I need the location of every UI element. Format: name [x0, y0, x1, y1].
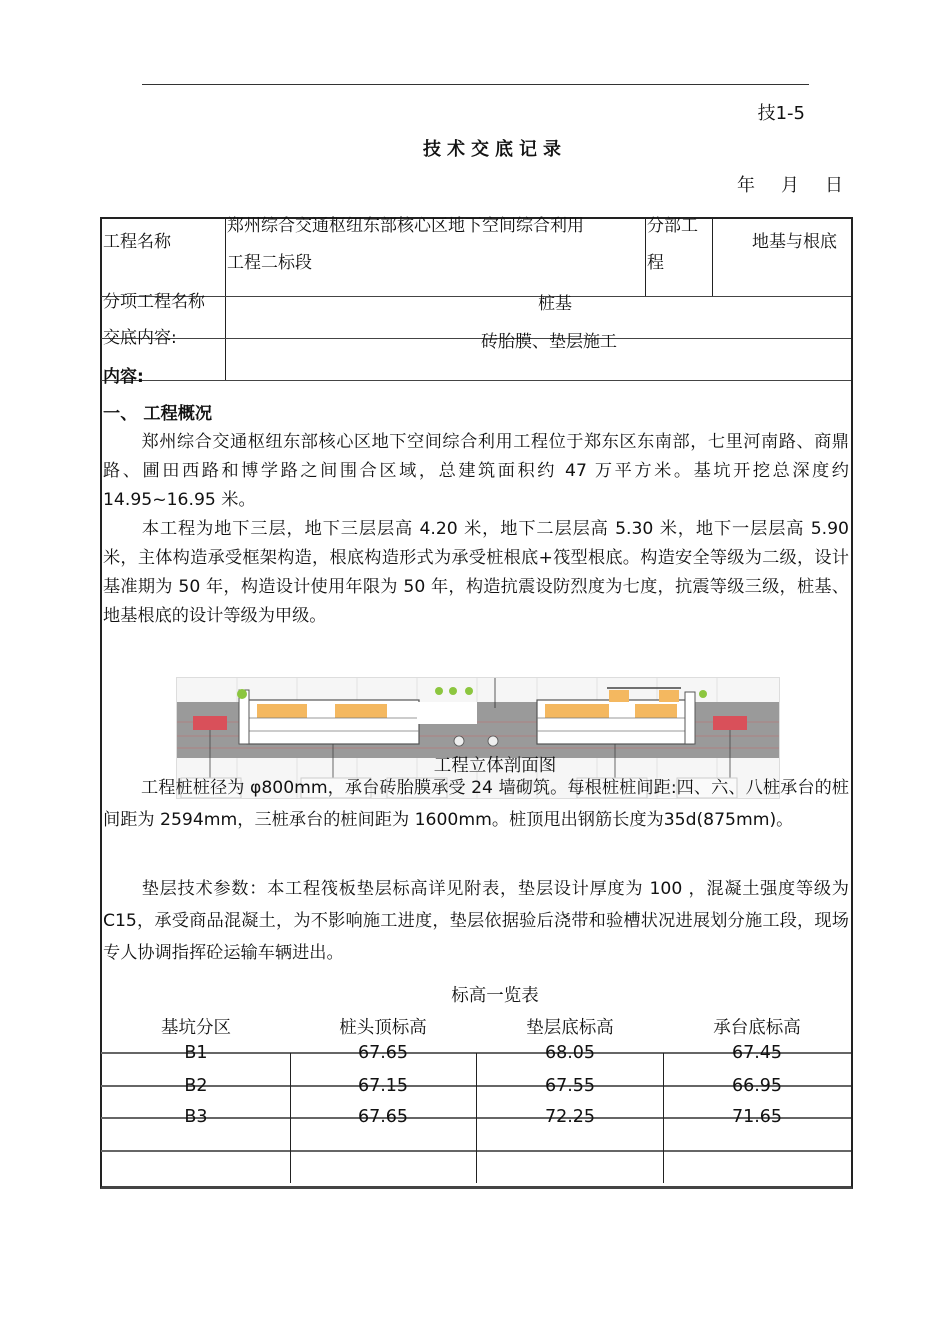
tree-icon [449, 687, 457, 695]
project-name-value-line2: 工程二标段 [227, 253, 312, 273]
subitem-value: 桩基 [538, 294, 572, 314]
disclosure-value: 砖胎膜、垫层施工 [481, 332, 617, 352]
date-year-label: 年 [737, 175, 755, 196]
info-row-line-3 [101, 380, 851, 381]
info-row-line-1 [101, 296, 851, 297]
right-tower [685, 692, 695, 744]
cell-cap-bottom: 71.65 [731, 1107, 783, 1127]
paragraph-overview [103, 428, 849, 515]
tree-icon [699, 690, 707, 698]
elevation-table-title: 标高一览表 [451, 986, 539, 1006]
header-rule [142, 84, 809, 85]
tree-icon [465, 687, 473, 695]
col-header-pile-top: 桩头顶标高 [339, 1018, 427, 1038]
cell-zone: B3 [184, 1107, 208, 1127]
document-title: 技术交底记录 [423, 139, 567, 160]
project-name-value-line1: 郑州综合交通枢纽东部核心区地下空间综合利用 [227, 216, 584, 236]
cell-cushion-bottom: 68.05 [544, 1043, 596, 1063]
cell-pile-top: 67.15 [357, 1076, 409, 1096]
right-roof-2 [659, 690, 679, 702]
info-col-divider-2 [645, 217, 646, 296]
cell-cushion-bottom: 72.25 [544, 1107, 596, 1127]
disclosure-label: 交底内容: [103, 328, 177, 348]
paragraph-cushion-text: 垫层技术参数：本工程筏板垫层标高详见附表，垫层设计厚度为 100 ，混凝土强度等级为 C15，承受商品混凝土，为不影响施工进度，垫层依据验后浇带和验槽状况进展划分施工段，现场专人协调指挥砼运输车辆进出。 [103, 879, 849, 963]
paragraph-cushion [103, 873, 849, 969]
cell-zone: B2 [184, 1076, 208, 1096]
form-code: 技1-5 [757, 103, 805, 124]
col-header-cap-bottom: 承台底标高 [713, 1018, 801, 1038]
center-mound [417, 702, 477, 724]
paragraph-structure [103, 515, 849, 631]
left-slab-1 [257, 704, 307, 718]
content-label: 内容: [103, 367, 144, 387]
right-slab-1 [545, 704, 609, 718]
right-slab-2 [635, 704, 677, 718]
paragraph-piles-text: 工程桩桩径为 φ800mm，承台砖胎膜承受 24 墙砌筑。每根桩桩间距:四、六、八桩承台的桩间距为 2594mm，三桩承台的桩间距为 1600mm。桩顶甩出钢筋长度为35d(875mm)。 [103, 778, 849, 830]
info-row-line-2 [101, 338, 851, 339]
tunnel-marker-1 [454, 736, 464, 746]
left-pile-cap [193, 716, 227, 730]
division-label-line2: 程 [647, 253, 664, 273]
col-header-cushion-bottom: 垫层底标高 [526, 1018, 614, 1038]
left-slab-2 [335, 704, 387, 718]
right-roof-1 [609, 690, 629, 702]
figure-caption: 工程立体剖面图 [433, 756, 557, 776]
tree-icon [435, 687, 443, 695]
cell-pile-top: 67.65 [357, 1107, 409, 1127]
cell-zone: B1 [184, 1043, 208, 1063]
cell-pile-top: 67.65 [357, 1043, 409, 1063]
info-col-divider-1 [225, 217, 226, 380]
paragraph-structure-text: 本工程为地下三层，地下三层层高 4.20 米，地下二层层高 5.30 米，地下一层层高 5.90 米，主体构造承受框架构造，根底构造形式为承受桩根底+筏型根底。构造安全等级为二级，设计基准期为 50 年，构造设计使用年限为 50 年，构造抗震设防烈度为七度，抗震等级三级，桩基、地基根底的设计等级为甲级。 [103, 519, 849, 626]
cell-cap-bottom: 67.45 [731, 1043, 783, 1063]
tunnel-marker-2 [488, 736, 498, 746]
division-value: 地基与根底 [752, 232, 837, 252]
col-header-zone: 基坑分区 [161, 1018, 231, 1038]
subitem-label: 分项工程名称 [103, 292, 205, 312]
project-name-label: 工程名称 [103, 232, 171, 252]
tree-icon [237, 689, 247, 699]
section1-heading: 一、 工程概况 [103, 404, 213, 424]
division-label-line1: 分部工 [647, 216, 698, 236]
date-month-label: 月 [781, 175, 799, 196]
right-pile-cap [713, 716, 747, 730]
cell-cap-bottom: 66.95 [731, 1076, 783, 1096]
date-line [711, 171, 843, 197]
paragraph-piles [103, 772, 849, 836]
paragraph-overview-text: 郑州综合交通枢纽东部核心区地下空间综合利用工程位于郑东区东南部，七里河南路、商鼎路、圃田西路和博学路之间围合区域，总建筑面积约 47 万平方米。基坑开挖总深度约 14.95~16.95 米。 [103, 432, 849, 510]
date-day-label: 日 [825, 175, 843, 196]
cell-cushion-bottom: 67.55 [544, 1076, 596, 1096]
info-col-divider-3 [712, 217, 713, 296]
